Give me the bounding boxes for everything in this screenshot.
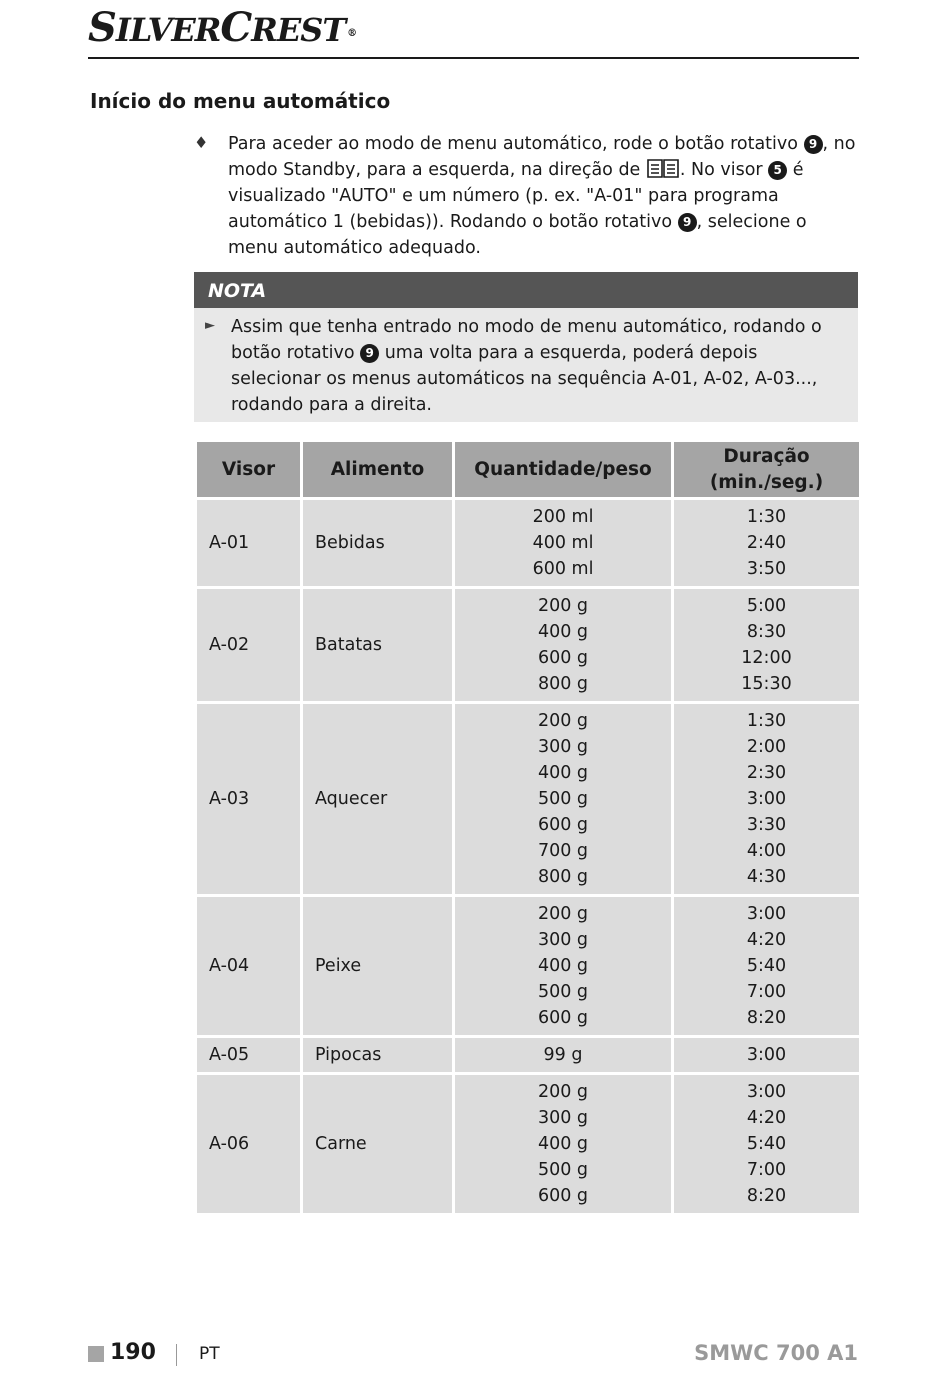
duration-value: 7:00 [746,1160,787,1180]
quantity-value: 400 g [537,956,589,976]
quantity-value: 200 g [537,596,589,616]
duration-value: 3:00 [746,904,787,924]
cell-quantity [454,896,673,1037]
table-row [196,588,861,703]
quantity-value: 600 g [537,815,589,835]
duration-value: 2:30 [746,763,787,783]
header-food: Alimento [302,441,454,499]
duration-value: 2:00 [746,737,787,757]
quantity-value: 300 g [537,737,589,757]
cell-duration [673,896,861,1037]
model-name: SMWC 700 A1 [694,1341,858,1365]
duration-value: 4:20 [746,930,787,950]
cell-visor: A-01 [196,499,302,588]
duration-value: 7:00 [746,982,787,1002]
cell-food: Batatas [302,588,454,703]
duration-value: 2:40 [746,533,787,553]
header-rule [88,57,859,59]
duration-value: 12:00 [741,648,792,668]
auto-menu-book-icon [646,157,680,179]
duration-value: 8:20 [746,1186,787,1206]
duration-value: 8:30 [746,622,787,642]
header-duration: Duração (min./seg.) [673,441,861,499]
duration-value: 3:00 [746,1082,787,1102]
quantity-value: 800 g [537,867,589,887]
quantity-value: 200 g [537,904,589,924]
duration-value: 3:00 [746,789,787,809]
quantity-value: 300 g [537,930,589,950]
language-code: PT [199,1344,220,1364]
footer-divider [176,1344,177,1366]
table-row [196,1037,861,1074]
duration-value: 5:40 [746,956,787,976]
cell-food: Bebidas [302,499,454,588]
duration-value: 4:20 [746,1108,787,1128]
duration-value: 4:00 [746,841,787,861]
table-row [196,703,861,896]
cell-visor: A-05 [196,1037,302,1074]
quantity-value: 200 g [537,1082,589,1102]
note-title: NOTA [194,272,858,308]
cell-quantity [454,588,673,703]
duration-value: 8:20 [746,1008,787,1028]
cell-visor: A-03 [196,703,302,896]
duration-value: 3:50 [746,559,787,579]
knob-ref-icon: 9 [804,135,823,154]
duration-value: 3:30 [746,815,787,835]
cell-duration [673,1074,861,1215]
cell-duration [673,588,861,703]
header-quantity: Quantidade/peso [454,441,673,499]
quantity-value: 200 ml [532,507,594,527]
cell-quantity [454,1074,673,1215]
table-row [196,896,861,1037]
duration-value: 3:00 [746,1045,787,1065]
quantity-value: 400 g [537,1134,589,1154]
quantity-value: 800 g [537,674,589,694]
duration-value: 5:00 [746,596,787,616]
cell-visor: A-04 [196,896,302,1037]
note-box [194,272,858,422]
brand-logo: SILVERCREST ® [88,4,357,51]
table-header-row [196,441,861,499]
arrow-right-icon: ► [205,318,215,333]
quantity-value: 600 ml [532,559,594,579]
section-title: Início do menu automático [90,89,391,113]
cell-duration [673,499,861,588]
quantity-value: 600 g [537,648,589,668]
instruction-paragraph: Para aceder ao modo de menu automático, rode o botão rotativo 9 , no modo Standby, para a esquerda, na direção de . No visor 5 é visualizado "AUTO" e um número (p. ex. "A-01" para programa automático 1 (bebidas)). Rodando o botão rotativo 9 , selecione o menu automático adequado. [228,134,856,258]
footer-marker [88,1346,104,1362]
knob-ref-icon: 9 [678,213,697,232]
quantity-value: 400 ml [532,533,594,553]
cell-visor: A-06 [196,1074,302,1215]
display-ref-icon: 5 [768,161,787,180]
quantity-value: 400 g [537,763,589,783]
duration-value: 4:30 [746,867,787,887]
quantity-value: 700 g [537,841,589,861]
cell-food: Aquecer [302,703,454,896]
page-number: 190 [110,1340,156,1365]
note-text: Assim que tenha entrado no modo de menu automático, rodando o botão rotativo 9 uma volta para a esquerda, poderá depois selecionar os menus automáticos na sequência A-01, A-02, A-03..., rodando para a direita. [231,317,822,415]
quantity-value: 500 g [537,1160,589,1180]
quantity-value: 400 g [537,622,589,642]
duration-value: 15:30 [741,674,792,694]
quantity-value: 200 g [537,711,589,731]
quantity-value: 300 g [537,1108,589,1128]
knob-ref-icon: 9 [360,344,379,363]
quantity-value: 500 g [537,789,589,809]
quantity-value: 600 g [537,1008,589,1028]
cell-food: Peixe [302,896,454,1037]
cell-quantity [454,703,673,896]
cell-quantity [454,1037,673,1074]
quantity-value: 99 g [543,1045,583,1065]
duration-value: 1:30 [746,711,787,731]
quantity-value: 600 g [537,1186,589,1206]
duration-value: 1:30 [746,507,787,527]
duration-value: 5:40 [746,1134,787,1154]
cell-quantity [454,499,673,588]
cell-food: Pipocas [302,1037,454,1074]
cell-duration [673,703,861,896]
cell-visor: A-02 [196,588,302,703]
bullet-icon: ♦ [194,133,209,152]
auto-menu-table [194,439,862,1216]
cell-food: Carne [302,1074,454,1215]
table-row [196,1074,861,1215]
table-row [196,499,861,588]
cell-duration [673,1037,861,1074]
quantity-value: 500 g [537,982,589,1002]
header-visor: Visor [196,441,302,499]
